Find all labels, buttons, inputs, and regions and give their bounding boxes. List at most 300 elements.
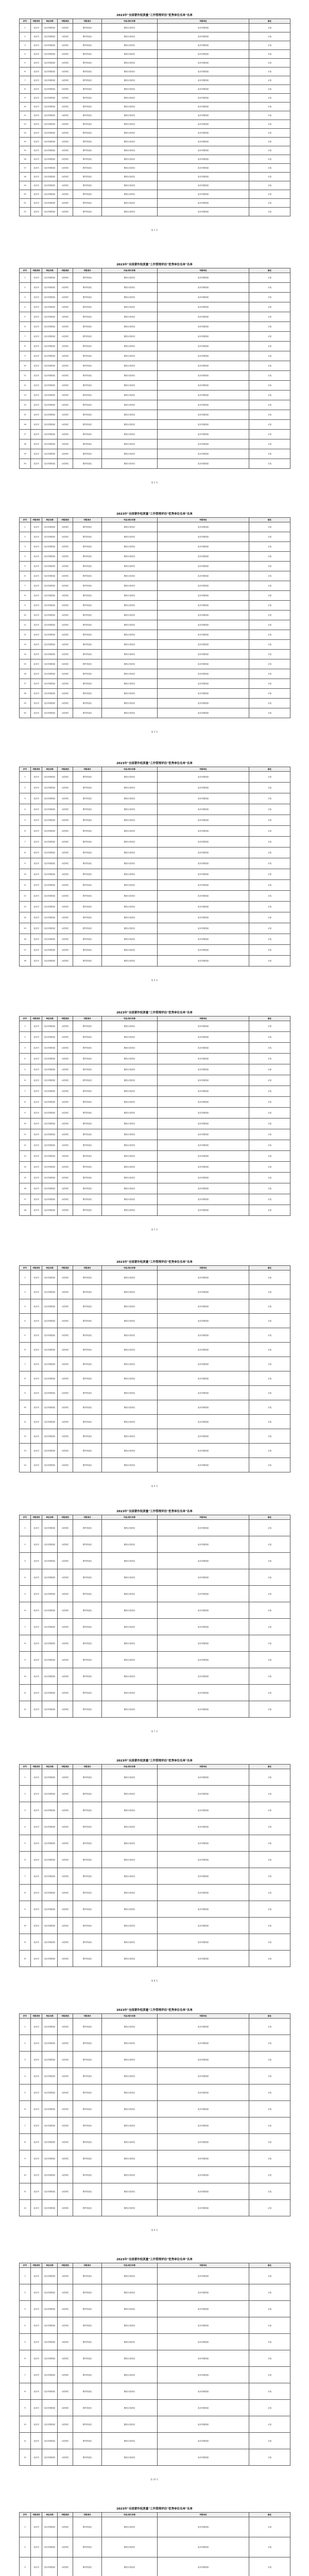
table-cell: 著作权登记: [73, 2400, 102, 2416]
table-cell: 示范: [249, 32, 290, 41]
table-cell: 北京市版权局: [158, 459, 249, 469]
table-cell: 示范: [249, 1086, 290, 1097]
table-cell: 著作权登记: [73, 934, 102, 945]
table-cell: 著作权登记: [73, 1118, 102, 1129]
table-cell: 北京市版权局: [158, 1205, 249, 1216]
table-cell: 北京市版权局: [42, 1129, 58, 1140]
table-cell: 著作权登记: [73, 1075, 102, 1086]
column-header: 单位名称: [42, 767, 58, 772]
table-cell: 著作权登记: [73, 32, 102, 41]
table-cell: 北京市: [31, 2284, 42, 2301]
column-header: 申报项目: [73, 2263, 102, 2268]
table-row: [20, 312, 290, 322]
table-cell: 示范: [249, 1444, 290, 1458]
table-cell: 著作权登记: [73, 2367, 102, 2383]
list-table: [19, 2263, 290, 2466]
table-cell: 版权示范项目: [102, 94, 158, 103]
table-cell: 示范: [249, 1108, 290, 1118]
table-cell: 北京市: [31, 650, 42, 659]
table-cell: 版权示范项目: [102, 449, 158, 459]
table-cell: 版权示范项目: [102, 371, 158, 381]
table-cell: 13: [20, 1444, 31, 1458]
table-cell: 1: [20, 772, 31, 783]
table-cell: 北京市版权局: [42, 1086, 58, 1097]
table-cell: 示范单位: [58, 1129, 73, 1140]
column-header: 申报单位: [158, 518, 249, 522]
column-header: 申报省份: [31, 2014, 42, 2019]
table-cell: 示范单位: [58, 1043, 73, 1054]
table-cell: 7: [20, 332, 31, 342]
table-cell: 北京市版权局: [158, 956, 249, 967]
table-cell: 著作权登记: [73, 1097, 102, 1108]
table-cell: 北京市版权局: [42, 173, 58, 181]
table-cell: 示范单位: [58, 562, 73, 571]
table-cell: 北京市版权局: [158, 85, 249, 94]
table-cell: 北京市版权局: [42, 2068, 58, 2084]
table-cell: 北京市版权局: [158, 1043, 249, 1054]
column-header: 作品/项目名称: [102, 1266, 158, 1270]
table-cell: 版权示范项目: [102, 562, 158, 571]
table-cell: 北京市版权局: [42, 439, 58, 449]
table-cell: 示范单位: [58, 1151, 73, 1162]
table-row: [20, 76, 290, 85]
table-cell: 示范单位: [58, 2317, 73, 2334]
table-cell: 著作权登记: [73, 164, 102, 173]
table-row: [20, 1162, 290, 1173]
table-cell: 示范单位: [58, 640, 73, 650]
table-cell: 版权示范项目: [102, 1885, 158, 1901]
table-cell: 北京市版权局: [158, 2416, 249, 2433]
table-cell: 北京市: [31, 1569, 42, 1586]
table-cell: 北京市版权局: [42, 945, 58, 956]
table-cell: 示范单位: [58, 689, 73, 699]
table-cell: 北京市版权局: [158, 552, 249, 562]
table-cell: 示范: [249, 1429, 290, 1444]
table-row: [20, 1075, 290, 1086]
table-cell: 北京市版权局: [158, 2383, 249, 2400]
table-cell: 著作权登记: [73, 1429, 102, 1444]
table-cell: 示范单位: [58, 1270, 73, 1285]
table-cell: 4: [20, 302, 31, 312]
table-cell: 著作权登记: [73, 1701, 102, 1718]
table-cell: 北京市版权局: [158, 94, 249, 103]
table-cell: 示范: [249, 804, 290, 815]
table-cell: 示范单位: [58, 934, 73, 945]
table-cell: 3: [20, 1043, 31, 1054]
column-header: 申报单位: [158, 2014, 249, 2019]
table-row: [20, 146, 290, 155]
table-header-row: [20, 268, 290, 273]
table-cell: 北京市: [31, 332, 42, 342]
table-cell: 示范: [249, 2517, 290, 2537]
table-row: [20, 1129, 290, 1140]
table-cell: 示范单位: [58, 1299, 73, 1314]
table-cell: 北京市版权局: [158, 2400, 249, 2416]
table-cell: 13: [20, 1151, 31, 1162]
table-cell: 示范: [249, 371, 290, 381]
table-cell: 6: [20, 2350, 31, 2367]
table-cell: 示范: [249, 1151, 290, 1162]
table-cell: 北京市: [31, 302, 42, 312]
table-cell: 北京市版权局: [158, 2035, 249, 2052]
table-cell: 20: [20, 459, 31, 469]
table-cell: 2: [20, 2035, 31, 2052]
table-cell: 示范: [249, 581, 290, 591]
table-cell: 示范单位: [58, 24, 73, 32]
table-cell: 著作权登记: [73, 1140, 102, 1151]
table-row: [20, 2449, 290, 2466]
table-cell: 示范: [249, 1602, 290, 1619]
table-cell: 示范单位: [58, 2301, 73, 2317]
table-row: [20, 826, 290, 837]
table-cell: 著作权登记: [73, 1343, 102, 1357]
table-cell: 北京市版权局: [42, 1118, 58, 1129]
table-cell: 示范单位: [58, 581, 73, 591]
table-cell: 示范: [249, 1852, 290, 1868]
table-cell: 北京市版权局: [158, 1786, 249, 1802]
table-cell: 13: [20, 902, 31, 912]
table-cell: 版权示范项目: [102, 679, 158, 689]
table-row: [20, 1668, 290, 1685]
table-cell: 北京市版权局: [158, 1429, 249, 1444]
table-row: [20, 283, 290, 293]
table-cell: 北京市版权局: [158, 1173, 249, 1183]
table-row: [20, 2517, 290, 2537]
table-cell: 著作权登记: [73, 381, 102, 391]
table-cell: 示范单位: [58, 1852, 73, 1868]
table-cell: 北京市版权局: [42, 1520, 58, 1536]
table-cell: 4: [20, 804, 31, 815]
table-cell: 北京市版权局: [158, 1118, 249, 1129]
table-cell: 示范单位: [58, 699, 73, 708]
table-cell: 11: [20, 111, 31, 120]
table-cell: 著作权登记: [73, 371, 102, 381]
table-cell: 示范: [249, 1885, 290, 1901]
table-cell: 北京市版权局: [158, 1299, 249, 1314]
table-cell: 版权示范项目: [102, 1668, 158, 1685]
table-cell: 3: [20, 1802, 31, 1819]
table-cell: 示范单位: [58, 420, 73, 430]
table-cell: 6: [20, 67, 31, 76]
table-cell: 著作权登记: [73, 322, 102, 332]
table-cell: 北京市版权局: [158, 2101, 249, 2117]
table-cell: 北京市版权局: [158, 2301, 249, 2317]
table-cell: 北京市版权局: [158, 1668, 249, 1685]
table-cell: 示范: [249, 858, 290, 869]
table-cell: 北京市版权局: [158, 630, 249, 640]
table-cell: 示范: [249, 2019, 290, 2035]
page-number: 第 1 页: [151, 229, 158, 231]
table-cell: 著作权登记: [73, 1536, 102, 1553]
table-cell: 示范: [249, 783, 290, 793]
table-cell: 北京市版权局: [158, 208, 249, 216]
table-cell: 著作权登记: [73, 1032, 102, 1043]
table-cell: 北京市版权局: [158, 1140, 249, 1151]
table-row: [20, 420, 290, 430]
table-cell: 北京市: [31, 1108, 42, 1118]
table-row: [20, 2317, 290, 2334]
table-row: [20, 1951, 290, 1967]
table-cell: 示范: [249, 912, 290, 923]
table-cell: 示范单位: [58, 85, 73, 94]
table-cell: 示范: [249, 601, 290, 611]
table-cell: 3: [20, 1299, 31, 1314]
table-row: [20, 129, 290, 138]
table-cell: 北京市版权局: [42, 640, 58, 650]
table-cell: 北京市版权局: [42, 1619, 58, 1635]
table-cell: 北京市版权局: [42, 2317, 58, 2334]
table-cell: 示范单位: [58, 848, 73, 858]
table-cell: 版权示范项目: [102, 1075, 158, 1086]
table-cell: 14: [20, 650, 31, 659]
table-cell: 北京市版权局: [158, 522, 249, 532]
table-cell: 示范单位: [58, 1357, 73, 1371]
table-cell: 3: [20, 1553, 31, 1569]
table-row: [20, 1685, 290, 1701]
table-cell: 版权示范项目: [102, 1386, 158, 1400]
table-cell: 北京市版权局: [158, 2150, 249, 2167]
table-cell: 版权示范项目: [102, 1357, 158, 1371]
table-cell: 版权示范项目: [102, 2317, 158, 2334]
table-cell: 著作权登记: [73, 804, 102, 815]
table-cell: 16: [20, 934, 31, 945]
table-cell: 著作权登记: [73, 1183, 102, 1194]
table-cell: 示范: [249, 689, 290, 699]
page-number: 第 3 页: [151, 731, 158, 733]
table-cell: 著作权登记: [73, 1802, 102, 1819]
table-cell: 版权示范项目: [102, 2367, 158, 2383]
table-cell: 示范单位: [58, 891, 73, 902]
table-row: [20, 1458, 290, 1472]
table-cell: 著作权登记: [73, 2101, 102, 2117]
column-header: 申报类别: [58, 1765, 73, 1769]
table-cell: 著作权登记: [73, 630, 102, 640]
table-cell: 北京市版权局: [42, 659, 58, 669]
table-cell: 版权示范项目: [102, 2268, 158, 2284]
table-cell: 版权示范项目: [102, 2334, 158, 2350]
table-cell: 著作权登记: [73, 1371, 102, 1386]
table-cell: 示范: [249, 2183, 290, 2200]
table-cell: 北京市: [31, 1553, 42, 1569]
column-header: 申报单位: [158, 2263, 249, 2268]
table-cell: 版权示范项目: [102, 283, 158, 293]
table-cell: 北京市版权局: [42, 826, 58, 837]
table-cell: 示范: [249, 420, 290, 430]
column-header: 序号: [20, 1266, 31, 1270]
table-cell: 10: [20, 361, 31, 371]
table-cell: 北京市版权局: [158, 640, 249, 650]
table-cell: 8: [20, 848, 31, 858]
table-cell: 示范: [249, 1285, 290, 1299]
table-cell: 示范: [249, 522, 290, 532]
table-cell: 示范: [249, 679, 290, 689]
column-header: 序号: [20, 767, 31, 772]
table-cell: 著作权登记: [73, 650, 102, 659]
table-cell: 北京市版权局: [158, 2019, 249, 2035]
table-cell: 著作权登记: [73, 1328, 102, 1343]
table-cell: 版权示范项目: [102, 826, 158, 837]
table-cell: 7: [20, 2367, 31, 2383]
table-cell: 版权示范项目: [102, 1140, 158, 1151]
table-cell: 示范单位: [58, 1285, 73, 1299]
table-cell: 版权示范项目: [102, 2416, 158, 2433]
table-cell: 著作权登记: [73, 1021, 102, 1032]
column-header: 申报单位: [158, 767, 249, 772]
table-cell: 8: [20, 342, 31, 351]
table-cell: 北京市版权局: [158, 1619, 249, 1635]
table-cell: 北京市版权局: [42, 1668, 58, 1685]
table-cell: 8: [20, 1635, 31, 1652]
table-cell: 北京市版权局: [42, 1602, 58, 1619]
table-cell: 著作权登记: [73, 2517, 102, 2537]
table-cell: 北京市版权局: [158, 2068, 249, 2084]
list-table: [19, 1515, 290, 1718]
column-header: 申报类别: [58, 1016, 73, 1021]
table-cell: 示范单位: [58, 1314, 73, 1328]
table-cell: 示范: [249, 332, 290, 342]
table-cell: 北京市: [31, 2068, 42, 2084]
table-cell: 北京市: [31, 1802, 42, 1819]
column-header: 申报单位: [158, 19, 249, 24]
table-cell: 北京市: [31, 2517, 42, 2537]
table-cell: 示范: [249, 591, 290, 601]
table-cell: 北京市: [31, 1458, 42, 1472]
table-cell: 北京市版权局: [42, 1075, 58, 1086]
table-cell: 北京市: [31, 1668, 42, 1685]
table-cell: 北京市版权局: [158, 410, 249, 420]
table-cell: 北京市版权局: [42, 420, 58, 430]
table-cell: 示范: [249, 2383, 290, 2400]
table-cell: 北京市: [31, 848, 42, 858]
table-cell: 版权示范项目: [102, 155, 158, 164]
table-cell: 著作权登记: [73, 689, 102, 699]
table-cell: 示范单位: [58, 312, 73, 322]
table-cell: 示范: [249, 1075, 290, 1086]
table-cell: 北京市版权局: [158, 164, 249, 173]
table-cell: 北京市版权局: [158, 381, 249, 391]
table-cell: 示范: [249, 923, 290, 934]
document-page: [19, 2007, 290, 2231]
table-cell: 示范单位: [58, 2416, 73, 2433]
list-table: [19, 2013, 290, 2216]
table-cell: 北京市: [31, 1285, 42, 1299]
table-cell: 北京市版权局: [42, 1032, 58, 1043]
table-cell: 示范: [249, 1021, 290, 1032]
table-row: [20, 1299, 290, 1314]
table-cell: 示范: [249, 1386, 290, 1400]
table-cell: 示范单位: [58, 1162, 73, 1173]
table-cell: 示范单位: [58, 2200, 73, 2216]
table-cell: 5: [20, 562, 31, 571]
table-cell: 14: [20, 400, 31, 410]
table-cell: 1: [20, 2019, 31, 2035]
table-cell: 12: [20, 2449, 31, 2466]
table-cell: 北京市版权局: [158, 793, 249, 804]
table-row: [20, 381, 290, 391]
table-cell: 北京市: [31, 41, 42, 50]
table-cell: 版权示范项目: [102, 581, 158, 591]
table-cell: 2: [20, 1536, 31, 1553]
table-cell: 北京市: [31, 815, 42, 826]
table-cell: 示范: [249, 2167, 290, 2183]
table-cell: 北京市版权局: [158, 1520, 249, 1536]
table-cell: 10: [20, 1918, 31, 1934]
table-cell: 版权示范项目: [102, 1173, 158, 1183]
table-row: [20, 1934, 290, 1951]
table-cell: 北京市: [31, 1835, 42, 1852]
table-cell: 示范单位: [58, 679, 73, 689]
table-cell: 北京市: [31, 129, 42, 138]
table-row: [20, 1285, 290, 1299]
table-cell: 版权示范项目: [102, 199, 158, 208]
table-cell: 9: [20, 858, 31, 869]
table-cell: 北京市版权局: [42, 59, 58, 67]
table-cell: 示范: [249, 138, 290, 146]
table-cell: 12: [20, 1429, 31, 1444]
table-cell: 示范: [249, 552, 290, 562]
table-cell: 北京市版权局: [158, 1918, 249, 1934]
table-cell: 示范: [249, 283, 290, 293]
column-header: 申报项目: [73, 1515, 102, 1520]
table-cell: 北京市: [31, 869, 42, 880]
table-cell: 著作权登记: [73, 2268, 102, 2284]
table-cell: 北京市: [31, 1885, 42, 1901]
table-cell: 北京市: [31, 76, 42, 85]
table-cell: 示范: [249, 1951, 290, 1967]
table-cell: 11: [20, 1934, 31, 1951]
table-cell: 示范: [249, 129, 290, 138]
table-row: [20, 858, 290, 869]
table-cell: 北京市: [31, 400, 42, 410]
table-cell: 8: [20, 2134, 31, 2150]
table-row: [20, 2101, 290, 2117]
table-row: [20, 1652, 290, 1668]
table-row: [20, 2400, 290, 2416]
table-cell: 版权示范项目: [102, 1602, 158, 1619]
table-cell: 版权示范项目: [102, 1129, 158, 1140]
table-cell: 北京市版权局: [42, 2117, 58, 2134]
table-cell: 示范单位: [58, 611, 73, 620]
table-cell: 示范单位: [58, 103, 73, 111]
table-cell: 著作权登记: [73, 85, 102, 94]
table-cell: 北京市版权局: [158, 837, 249, 848]
table-cell: 北京市版权局: [158, 302, 249, 312]
table-cell: 版权示范项目: [102, 430, 158, 439]
table-cell: 北京市: [31, 1314, 42, 1328]
table-cell: 5: [20, 1064, 31, 1075]
table-cell: 北京市: [31, 934, 42, 945]
table-cell: 示范: [249, 1118, 290, 1129]
table-cell: 北京市: [31, 1536, 42, 1553]
table-cell: 北京市: [31, 945, 42, 956]
table-cell: 著作权登记: [73, 1108, 102, 1118]
table-cell: 6: [20, 1075, 31, 1086]
table-row: [20, 164, 290, 173]
column-header: 序号: [20, 1515, 31, 1520]
table-cell: 北京市版权局: [158, 1151, 249, 1162]
table-cell: 示范: [249, 880, 290, 891]
table-cell: 北京市版权局: [42, 208, 58, 216]
table-cell: 示范单位: [58, 371, 73, 381]
table-cell: 2: [20, 2537, 31, 2557]
table-cell: 12: [20, 1701, 31, 1718]
table-cell: 北京市: [31, 1032, 42, 1043]
table-cell: 示范: [249, 630, 290, 640]
table-cell: 版权示范项目: [102, 1934, 158, 1951]
table-row: [20, 439, 290, 449]
table-cell: 示范单位: [58, 522, 73, 532]
table-cell: 版权示范项目: [102, 1444, 158, 1458]
